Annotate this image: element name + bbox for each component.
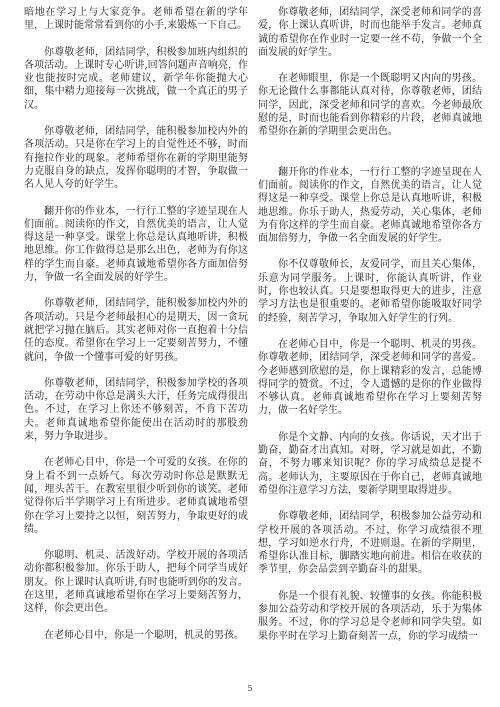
paragraph: 你是个文静、内向的女孩。你话说，天才出于勤奋，勤奋才出真知。对呀，学习就是如此，不勤奋，不努力哪来知识呢？你的学习成绩总是提不高。老师认为，主要原因在于你自己，老师真诚地希望你注意学习方法，要新学期里取得进步。 (258, 431, 482, 496)
paragraph: 你是一个很有礼貌、较懂事的女孩。你能积极参加公益劳动和学校开展的各项活动，乐于为集体服务。不过，你的学习总是令老师和同学失望。如果你平时在学习上勤奋刻苦一点，你的学习成绩一 (258, 590, 482, 642)
paragraph: 你尊敬老师，团结同学，能积极参加校内外的各项活动。只是今老师最担心的是期天，因一贪玩就把学习抛在脑后。其实老师对你一直抱着十分信任的态度。希望你在学习上一定要刻苦努力，不懂就问，争做一个懂事可爱的好男孩。 (24, 298, 248, 363)
right-column (258, 6, 482, 656)
paragraph: 在老师心目中，你是一个可爱的女孩。在你的身上看不到一点娇气。每次劳动时你总是默默无闻，埋头苦干。在教室里很少听到你的谈笑。老师觉得你后半学期学习上有所进步。老师真诚地希望你在学习上要持之以恒，刻苦努力，争取更好的成绩。 (24, 457, 248, 535)
paragraph: 在老师心目中，你是一个聪明，机灵的男孩。 (44, 629, 244, 641)
paragraph: 你尊敬老师，团结同学，积极参加班内组织的各项活动。上课时专心听讲,回答问题声音响亮，作业也能按时完成。老师建议，新学年你能抛大心细，集中精力迎接每一次挑战，做一个真正的男子汉。 (24, 46, 248, 111)
paragraph: 翻开你的作业本，一行行工整的字迹呈现在人们面前。阅读你的作文，自然优美的语言，让人觉得这是一种享受。课堂上你总是认真地听讲，积极地思维。你乐于助人，热爱劳动，关心集体，老师为有你这样的学生而自豪。老师真诚地希望你各方面加倍努力，争做一名全面发展的好学生。 (258, 166, 482, 245)
paragraph: 你尊敬老师，团结同学，积极参加学校的各项活动，在劳动中你总是满头大汗，任务完成得很出色。不过，在学习上你还不够刻苦，不肯下苦功夫。老师真诚地希望你能使出在活动时的那股劲来，努力争取进步。 (24, 377, 248, 443)
paragraph: 在老师眼里，你是一个既聪明又内向的男孩。你无论做什么事都能认真对待，你尊敬老师，团结同学，因此，深受老师和同学的喜欢。今老师最欣慰的是，时而也能看到你精彩的片段，老师真诚地希望你在新的学期里会更出色。 (258, 73, 482, 138)
paragraph: 你不仅尊敬师长，友爱同学，而且关心集体，乐意为同学服务。上课时，你能认真听讲，作业时，你也较认真。只是要想取得更大的进步，注意学习方法也是很重要的。老师希望你能吸取好同学的经验，刻苦学习，争取加入好学生的行列。 (258, 259, 482, 324)
paragraph: 在老师心目中，你是一个聪明、机灵的男孩。你尊敬老师，团结同学，深受老师和同学的喜爱。今老师感到欣慰的是，你上课精彩的发言，总能博得同学的赞赏。不过，令人遗憾的是你的作业做得不够认真。老师真诚地希望你在学习上要刻苦努力，做一名好学生。 (258, 338, 482, 417)
paragraph: 你尊敬老师，团结同学，积极参加公益劳动和学校开展的各项活动。不过，你学习成绩很不理想，学习如逆水行舟，不进则退。在新的学期里，希望你认准目标，脚踏实地向前进。相信在收获的季节里，你会品尝到辛勤奋斗的甜果。 (258, 511, 482, 576)
page-number: 5 (247, 684, 253, 693)
paragraph: 你聪明、机灵、活泼好动。学校开展的各项活动你都积极参加。你乐于助人，把每个同学当成好朋友。你上课时认真听讲,有时也能听到你的发言。在这里，老师真诚地希望你在学习上要刻苦努力，这样，你会更出色。 (24, 550, 248, 615)
paragraph: 你尊敬老师，团结同学，能积极参加校内外的各项活动。只是你在学习上的自觉性还不够，时而有拖拉作业的现象。老师希望你在新的学期里能努力克服自身的缺点，发挥你聪明的才智，争取做一名人见人夸的好学生。 (24, 126, 248, 191)
paragraph: 你尊敬老师，团结同学，深受老师和同学的喜爱，你上课认真听讲，时而也能举手发言。老师真诚的希望你在作业时一定要一丝不苟，争做一个全面发展的好学生。 (258, 7, 482, 58)
paragraph: 暗地在学习上与大家竞争。老师希望在新的学年里，上课时能常常看到你的小手,来锻炼一下自己。 (24, 7, 248, 32)
paragraph-gap (258, 152, 482, 166)
left-column (24, 6, 248, 655)
paragraph: 翻开你的作业本，一行行工整的字迹呈现在人们面前。阅读你的作文，自然优美的语言，让人觉得这是一种享受。课堂上你总是认真地听讲，积极地思维。你工作做得总是那么出色，老师为有你这样的学生而自豪。老师真诚地希望你各方面加倍努力，争做一名全面发展的好学生。 (24, 205, 248, 284)
